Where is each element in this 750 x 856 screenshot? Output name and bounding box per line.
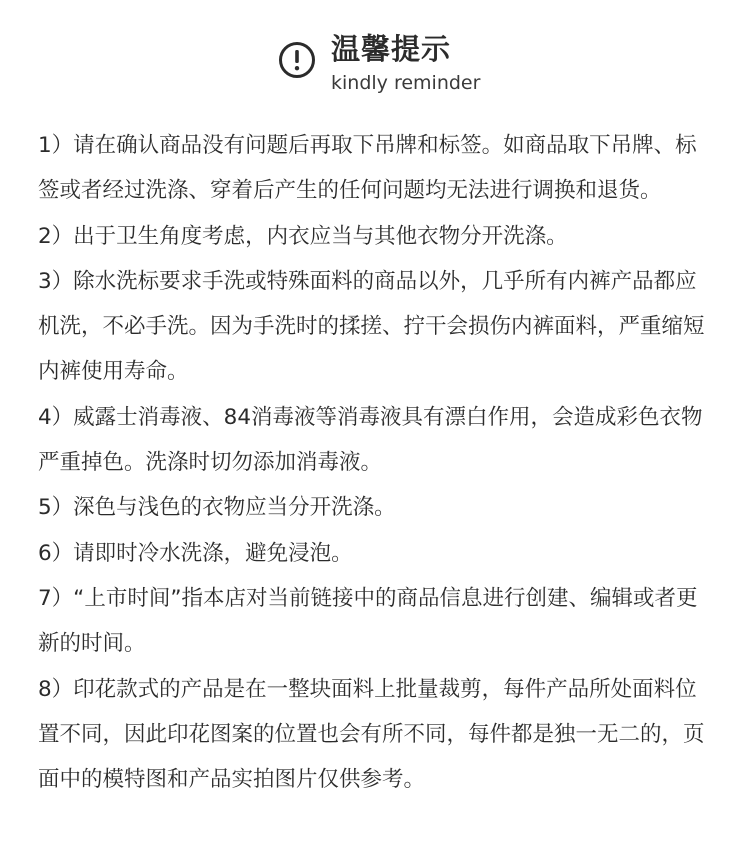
- notes-list: [38, 123, 712, 802]
- note-item-2: 2）出于卫生角度考虑，内衣应当与其他衣物分开洗涤。: [38, 223, 568, 249]
- note-item-1: 1）请在确认商品没有问题后再取下吊牌和标签。如商品取下吊牌、标签或者经过洗涤、穿着后产生的任何问题均无法进行调换和退货。: [38, 133, 697, 204]
- note-item-4: 4）威露士消毒液、84消毒液等消毒液具有漂白作用，会造成彩色衣物严重掉色。洗涤时切勿添加消毒液。: [38, 404, 703, 476]
- note-item-3: 3）除水洗标要求手洗或特殊面料的商品以外，几乎所有内裤产品都应机洗，不必手洗。因为手洗时的揉搓、拧干会损伤内裤面料，严重缩短内裤使用寿命。: [38, 268, 705, 385]
- page-title: 温馨提示: [331, 32, 452, 66]
- page-subtitle: kindly reminder: [331, 72, 481, 94]
- reminder-header: [0, 28, 750, 98]
- note-item-8: 8）印花款式的产品是在一整块面料上批量裁剪，每件产品所处面料位置不同，因此印花图案的位置也会有所不同，每件都是独一无二的，页面中的模特图和产品实拍图片仅供参考。: [38, 676, 705, 793]
- note-item-6: 6）请即时冷水洗涤，避免浸泡。: [38, 540, 353, 566]
- note-item-5: 5）深色与浅色的衣物应当分开洗涤。: [38, 495, 396, 521]
- note-item-7: 7）“上市时间”指本店对当前链接中的商品信息进行创建、编辑或者更新的时间。: [38, 585, 698, 657]
- exclamation-circle-icon: [278, 41, 316, 79]
